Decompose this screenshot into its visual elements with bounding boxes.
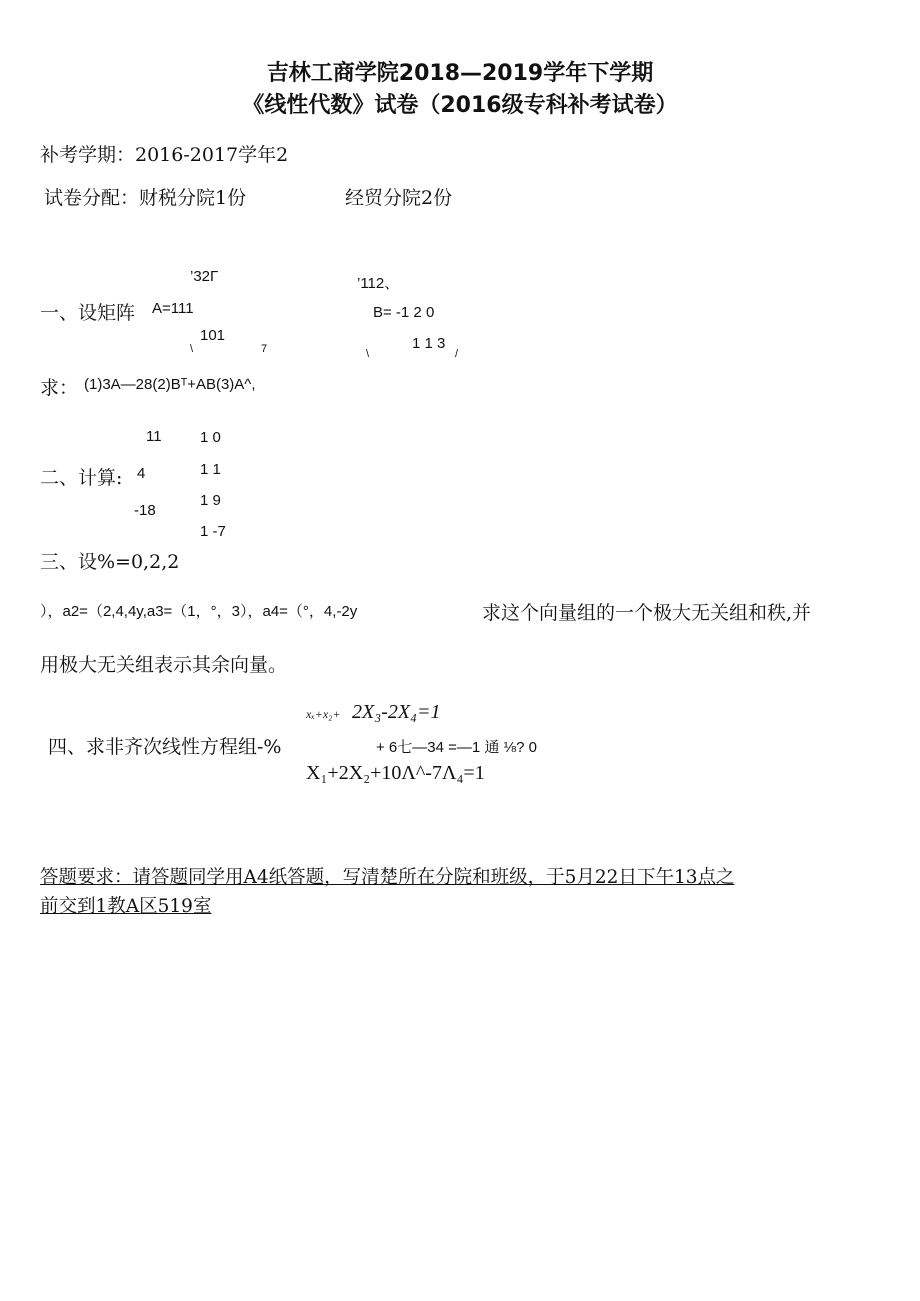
matrix-a-row1: ’32Γ xyxy=(190,268,219,285)
det-col-row: 1 -7 xyxy=(200,523,226,540)
matrix-b-bracket-right: / xyxy=(455,348,459,360)
exam-title-line2: 《线性代数》试卷（2016级专科补考试卷） xyxy=(242,93,678,118)
q1-ask-label: 求： xyxy=(40,377,79,399)
eq3: X₁+2X₂+10Λ^-7Λ₄=1 xyxy=(306,762,485,784)
q3-line2-text: 求这个向量组的一个极大无关组和秩,并 xyxy=(482,602,812,624)
q1-ask-expression: (1)3A—28(2)Bᵀ+AB(3)A^, xyxy=(84,376,256,393)
paper-distribution: 试卷分配：财税分院1份 xyxy=(44,187,247,209)
exam-title-line1: 吉林工商学院2018—2019学年下学期 xyxy=(266,61,654,86)
det-col-row: 1 9 xyxy=(200,492,221,509)
q4-label: 四、求非齐次线性方程组-% xyxy=(48,736,282,758)
det-left-mid: 4 xyxy=(137,465,146,482)
matrix-a-row3: 101 xyxy=(200,327,226,344)
matrix-a-bracket-left: \ xyxy=(190,343,194,355)
det-left-top: 11 xyxy=(146,428,162,445)
answer-requirements-line1: 答题要求：请答题同学用A4纸答题，写清楚所在分院和班级，于5月22日下午13点之 xyxy=(40,867,735,888)
q1-label: 一、设矩阵 xyxy=(40,302,136,324)
matrix-b-bracket-left: \ xyxy=(366,348,370,360)
matrix-b-row3: 1 1 3 xyxy=(412,335,446,352)
eq1-lead: xₓ+x₂+ xyxy=(306,707,341,721)
q3-line1: 三、设%=0,2,2 xyxy=(40,551,180,573)
matrix-a-row2: A=111 xyxy=(152,300,194,317)
eq1-main: 2X₃-2X₄=1 xyxy=(352,701,441,723)
det-col-row: 1 0 xyxy=(200,429,221,446)
eq2: + 6七—34 =—1 通 ⅛? 0 xyxy=(376,739,537,756)
matrix-a-bracket-right: 7 xyxy=(261,343,268,355)
paper-distribution-second: 经贸分院2份 xyxy=(345,187,453,209)
det-col-row: 1 1 xyxy=(200,461,221,478)
matrix-b-row1: ’112、 xyxy=(357,275,400,292)
q3-line3: 用极大无关组表示其余向量。 xyxy=(40,654,288,676)
det-left-bottom: -18 xyxy=(134,502,156,519)
makeup-term: 补考学期：2016-2017学年2 xyxy=(40,144,289,166)
q2-label: 二、计算: xyxy=(40,467,123,489)
q3-line2-vectors: ），a2=（2,4,4y,a3=（1，°，3），a4=（°，4,-2y xyxy=(40,603,358,620)
answer-requirements-line2: 前交到1教A区519室 xyxy=(40,896,212,917)
matrix-b-row2: B= -1 2 0 xyxy=(373,304,435,321)
